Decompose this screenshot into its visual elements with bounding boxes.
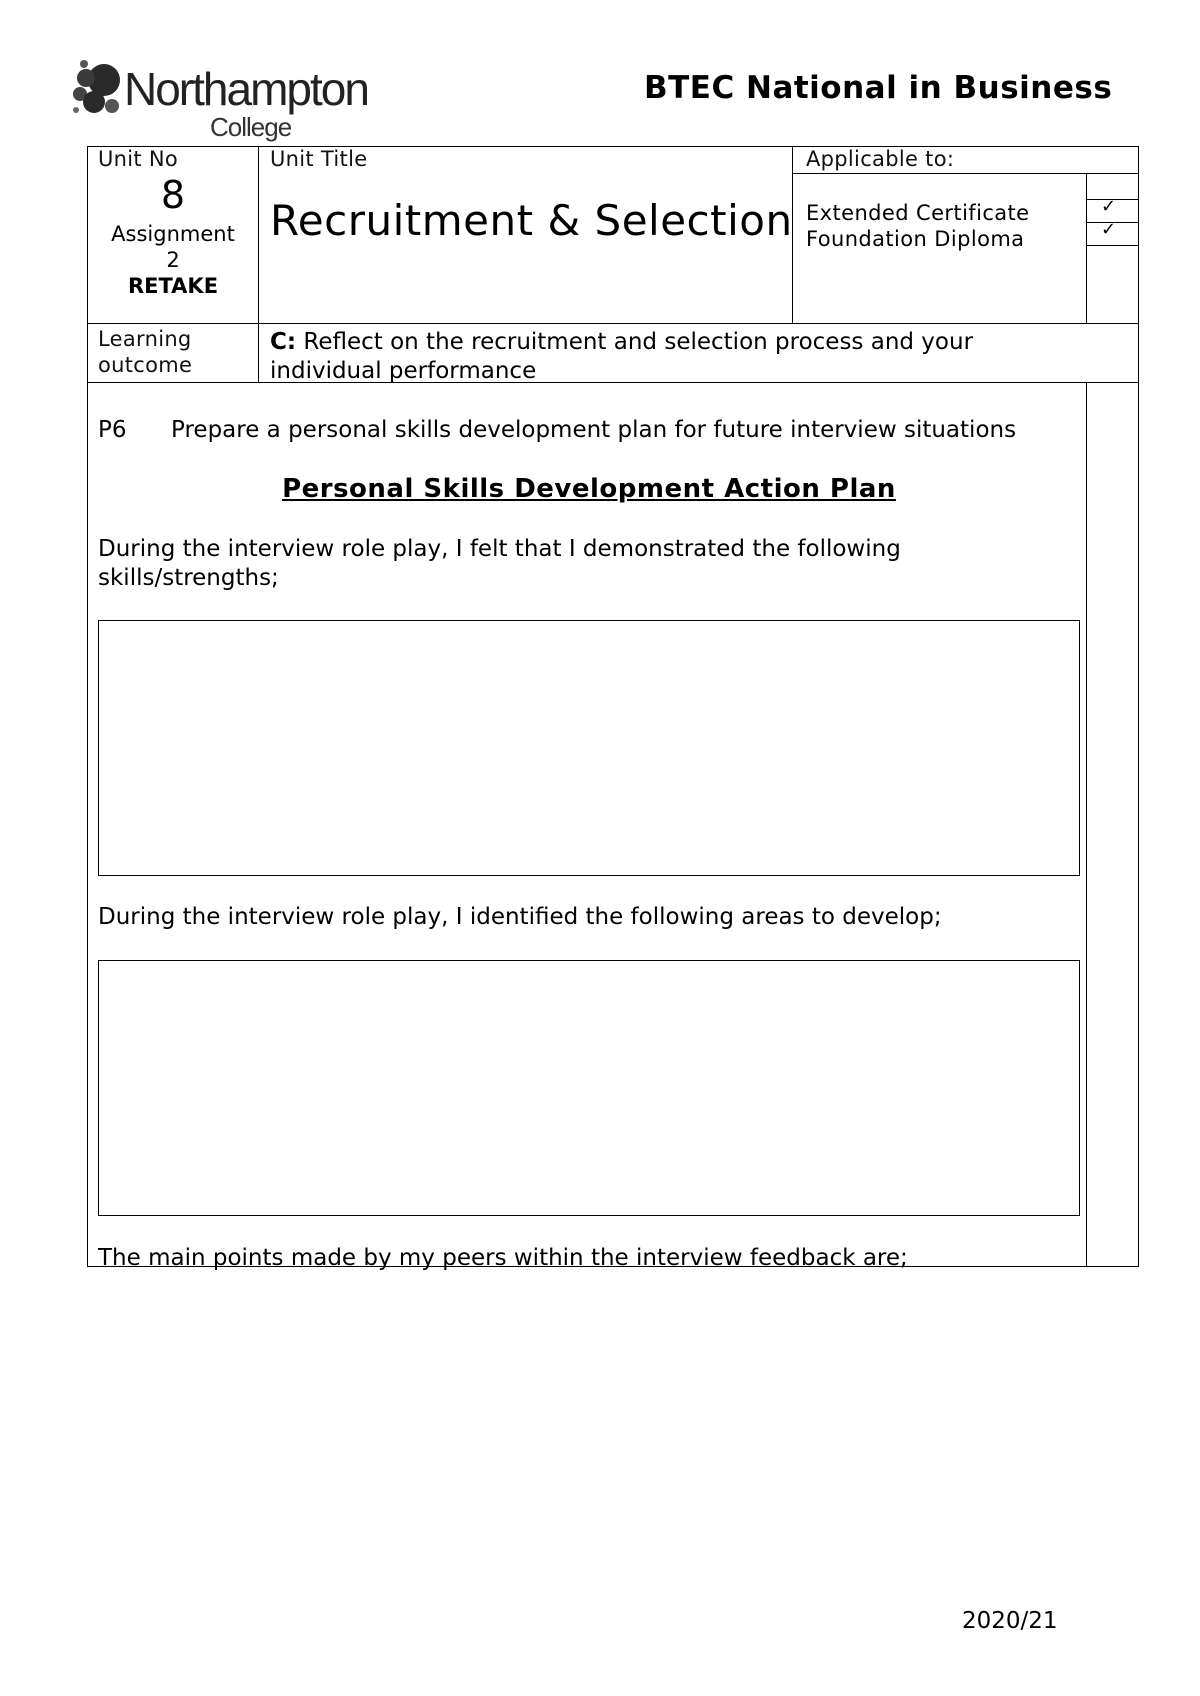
plan-title: Personal Skills Development Action Plan	[282, 474, 896, 504]
unit-title: Recruitment & Selection	[270, 196, 793, 245]
question-strengths: During the interview role play, I felt that I demonstrated the following skills/strengths;	[98, 536, 901, 591]
check-icon: ✓	[1101, 196, 1117, 217]
unit-no-label: Unit No	[98, 147, 179, 171]
learning-outcome-description: Reflect on the recruitment and selection process and your individual performance	[270, 329, 974, 384]
college-logo	[72, 58, 372, 148]
learning-outcome-code: C:	[270, 329, 297, 355]
strengths-answer-box[interactable]	[98, 620, 1080, 876]
unit-title-label: Unit Title	[270, 147, 368, 171]
development-answer-box[interactable]	[98, 960, 1080, 1216]
logo-bubbles-icon	[72, 58, 132, 122]
assignment-number: 2	[166, 248, 180, 272]
learning-outcome-label-line2: outcome	[98, 353, 193, 377]
task-code: P6	[98, 417, 127, 443]
learning-outcome-label: Learning	[98, 327, 192, 351]
learning-outcome-text	[270, 328, 1090, 386]
task-description: Prepare a personal skills development plan for future interview situations	[171, 417, 1017, 443]
academic-year: 2020/21	[962, 1608, 1058, 1634]
document-title: BTEC National in Business	[644, 70, 1113, 106]
unit-no-value: 8	[160, 173, 186, 217]
question-peer-feedback: The main points made by my peers within the interview feedback are;	[98, 1245, 908, 1271]
logo-subtitle: College	[210, 112, 292, 142]
logo-wordmark: Northampton	[124, 63, 368, 115]
assignment-label: Assignment	[111, 222, 235, 246]
applicable-label: Applicable to:	[806, 147, 955, 171]
qualification-foundation-diploma: Foundation Diploma	[806, 227, 1025, 251]
question-areas-to-develop: During the interview role play, I identified the following areas to develop;	[98, 904, 942, 930]
check-icon: ✓	[1101, 219, 1117, 240]
qualification-extended-certificate: Extended Certificate	[806, 201, 1030, 225]
retake-label: RETAKE	[127, 274, 219, 298]
